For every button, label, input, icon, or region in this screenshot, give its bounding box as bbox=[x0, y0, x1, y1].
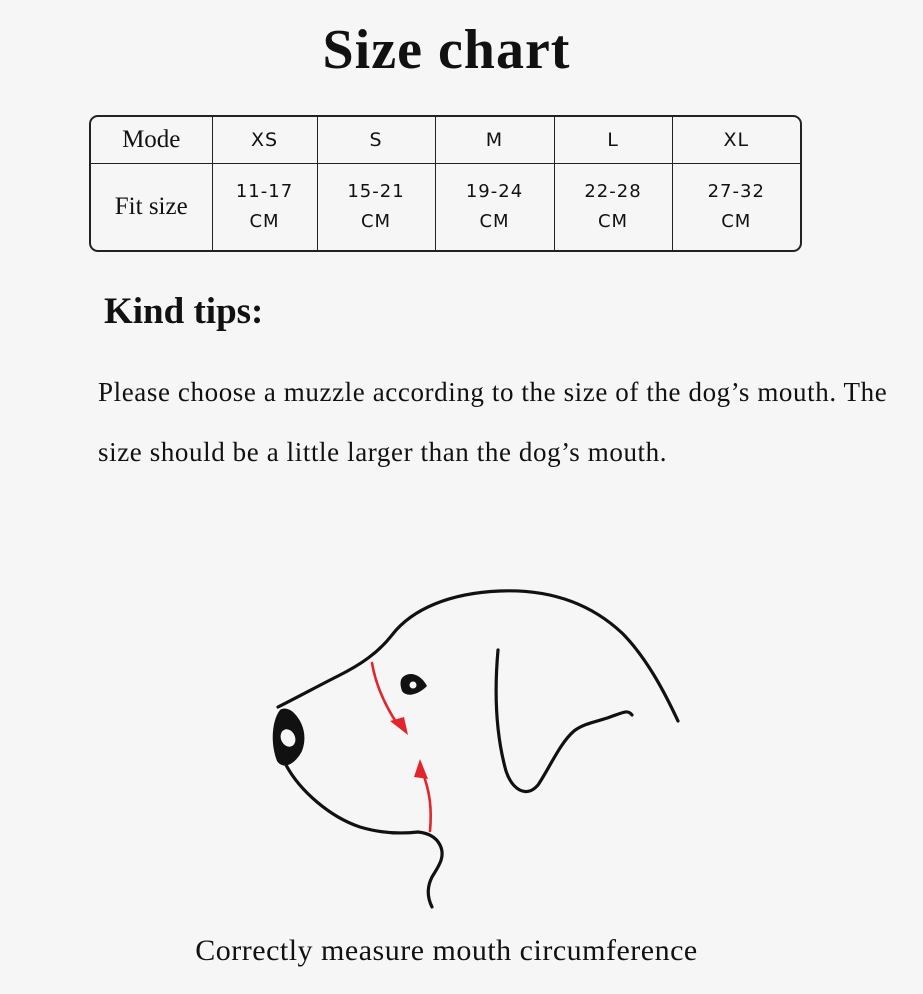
fit-range: 22-28 bbox=[584, 180, 642, 202]
kind-tips-text: Please choose a muzzle according to the size of the dog’s mouth. The size should be a little larger than the dog’s mouth. bbox=[98, 377, 888, 467]
mode-header: Mode bbox=[91, 117, 212, 163]
fit-size-m bbox=[435, 163, 554, 250]
fit-size-xs bbox=[212, 163, 317, 250]
mode-m: M bbox=[435, 117, 554, 163]
size-table bbox=[89, 115, 802, 252]
dog-head-outline-icon bbox=[250, 575, 690, 915]
fit-size-s bbox=[317, 163, 435, 250]
measure-arrow-bottom bbox=[422, 771, 431, 831]
fit-size-l bbox=[554, 163, 672, 250]
mode-xs: XS bbox=[212, 117, 317, 163]
kind-tips-heading: Kind tips: bbox=[104, 291, 264, 332]
mode-l: L bbox=[554, 117, 672, 163]
fit-size-row bbox=[91, 163, 800, 250]
ear-outline bbox=[496, 650, 632, 792]
fit-range: 11-17 bbox=[235, 180, 294, 202]
mode-s: S bbox=[317, 117, 435, 163]
jaw-outline bbox=[286, 765, 442, 907]
measure-arrow-top bbox=[372, 663, 398, 725]
fit-range: 19-24 bbox=[465, 180, 524, 202]
fit-range: 27-32 bbox=[707, 180, 765, 202]
page-title: Size chart bbox=[322, 19, 571, 81]
caption: Correctly measure mouth circumference bbox=[195, 934, 698, 967]
head-outline bbox=[278, 591, 678, 721]
arrow-head-down bbox=[390, 717, 408, 735]
fit-unit: CM bbox=[360, 210, 392, 232]
fit-unit: CM bbox=[721, 210, 752, 232]
fit-size-header: Fit size bbox=[91, 163, 212, 250]
fit-unit: CM bbox=[597, 210, 629, 232]
fit-unit: CM bbox=[249, 210, 280, 232]
arrow-head-up bbox=[414, 759, 428, 779]
mode-xl: XL bbox=[672, 117, 800, 163]
fit-unit: CM bbox=[479, 210, 510, 232]
fit-range: 15-21 bbox=[347, 180, 405, 202]
mode-row bbox=[91, 117, 800, 163]
fit-size-xl bbox=[672, 163, 800, 250]
